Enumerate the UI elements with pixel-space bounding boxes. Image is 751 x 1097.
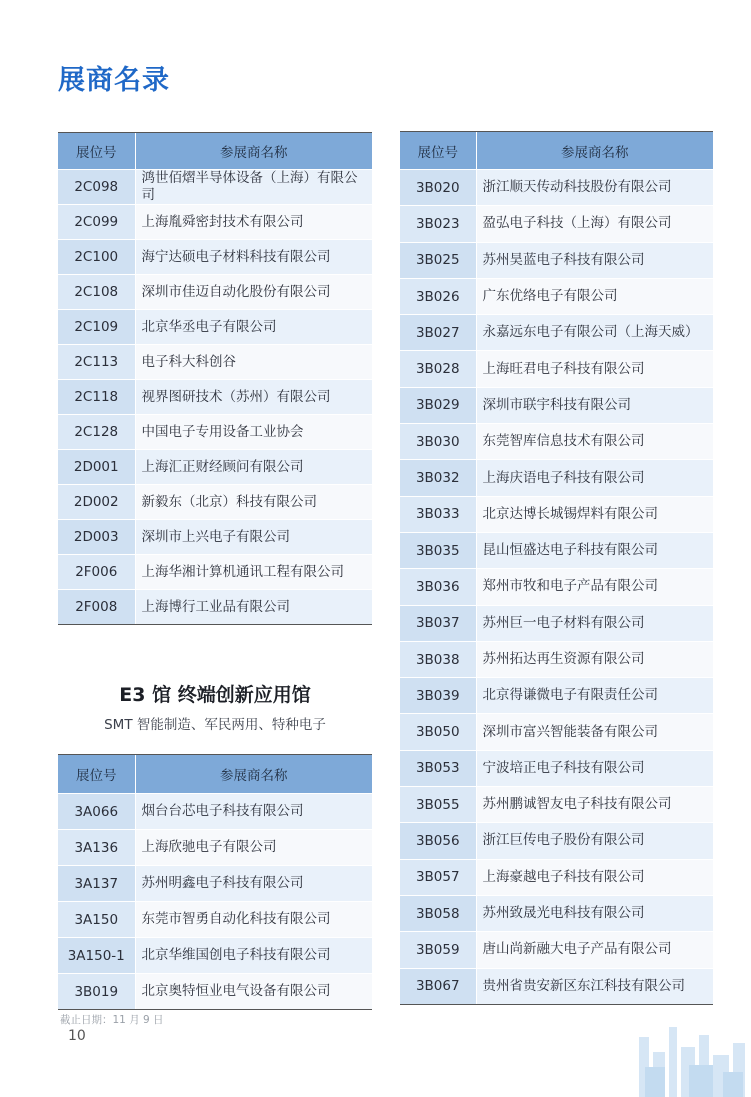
table-row [58, 205, 372, 240]
page-title: 展商名录 [58, 65, 170, 96]
exhibitor-name: 上海欣驰电子有限公司 [135, 830, 372, 866]
booth-number: 3B030 [400, 424, 476, 460]
booth-number: 3B035 [400, 532, 476, 568]
table-row [58, 555, 372, 590]
table-row [400, 460, 713, 496]
table-row [400, 750, 713, 786]
booth-number: 3B057 [400, 859, 476, 895]
exhibitor-name: 鸿世佰熠半导体设备（上海）有限公司 [135, 170, 372, 205]
table-row [400, 859, 713, 895]
exhibitor-name: 郑州市牧和电子产品有限公司 [476, 569, 713, 605]
booth-number: 3B039 [400, 678, 476, 714]
booth-number: 3B053 [400, 750, 476, 786]
table-row [400, 532, 713, 568]
booth-number: 3B027 [400, 315, 476, 351]
booth-number: 2C113 [58, 345, 135, 380]
booth-number: 2C109 [58, 310, 135, 345]
exhibitor-table-right [400, 131, 713, 1005]
booth-number: 3B026 [400, 278, 476, 314]
booth-number: 3B019 [58, 974, 135, 1010]
table-row [400, 895, 713, 931]
table-row [58, 170, 372, 205]
header-exhibitor-name: 参展商名称 [135, 755, 372, 794]
booth-number: 3A136 [58, 830, 135, 866]
table-row [400, 424, 713, 460]
exhibitor-name: 永嘉远东电子有限公司（上海天威） [476, 315, 713, 351]
exhibitor-name: 上海豪越电子科技有限公司 [476, 859, 713, 895]
table-row [58, 275, 372, 310]
table-row [400, 714, 713, 750]
exhibitor-name: 深圳市上兴电子有限公司 [135, 520, 372, 555]
exhibitor-name: 上海旺君电子科技有限公司 [476, 351, 713, 387]
booth-number: 3A066 [58, 794, 135, 830]
booth-number: 2C099 [58, 205, 135, 240]
exhibitor-name: 上海华湘计算机通讯工程有限公司 [135, 555, 372, 590]
table-row [58, 590, 372, 625]
exhibitor-name: 中国电子专用设备工业协会 [135, 415, 372, 450]
booth-number: 3B023 [400, 206, 476, 242]
table-row [58, 310, 372, 345]
booth-number: 3B029 [400, 387, 476, 423]
booth-number: 3B067 [400, 968, 476, 1004]
exhibitor-name: 北京华丞电子有限公司 [135, 310, 372, 345]
cutoff-date-note: 截止日期：11 月 9 日 [60, 1014, 164, 1026]
booth-number: 3B038 [400, 641, 476, 677]
header-booth-number: 展位号 [58, 133, 135, 170]
exhibitor-name: 宁波培正电子科技有限公司 [476, 750, 713, 786]
city-skyline-decoration [631, 997, 751, 1097]
hall-subtitle: SMT 智能制造、军民两用、特种电子 [104, 717, 326, 733]
exhibitor-table-left [58, 132, 372, 625]
booth-number: 2F008 [58, 590, 135, 625]
table-row [58, 866, 372, 902]
booth-number: 3B028 [400, 351, 476, 387]
exhibitor-name: 唐山尚新融大电子产品有限公司 [476, 932, 713, 968]
booth-number: 3B037 [400, 605, 476, 641]
exhibitor-name: 苏州拓达再生资源有限公司 [476, 641, 713, 677]
header-exhibitor-name: 参展商名称 [135, 133, 372, 170]
exhibitor-name: 深圳市佳迈自动化股份有限公司 [135, 275, 372, 310]
table-row [400, 206, 713, 242]
booth-number: 3B058 [400, 895, 476, 931]
table-row [400, 315, 713, 351]
exhibitor-name: 昆山恒盛达电子科技有限公司 [476, 532, 713, 568]
table-row [400, 678, 713, 714]
table-row [400, 278, 713, 314]
table-row [58, 485, 372, 520]
exhibitor-name: 上海庆语电子科技有限公司 [476, 460, 713, 496]
exhibitor-name: 北京得谦微电子有限责任公司 [476, 678, 713, 714]
exhibitor-name: 贵州省贵安新区东江科技有限公司 [476, 968, 713, 1004]
exhibitor-name: 上海胤舜密封技术有限公司 [135, 205, 372, 240]
exhibitor-name: 电子科大科创谷 [135, 345, 372, 380]
table-row [400, 351, 713, 387]
booth-number: 2C128 [58, 415, 135, 450]
exhibitor-name: 苏州明鑫电子科技有限公司 [135, 866, 372, 902]
exhibitor-name: 深圳市富兴智能装备有限公司 [476, 714, 713, 750]
booth-number: 3B033 [400, 496, 476, 532]
table-row [400, 242, 713, 278]
exhibitor-name: 浙江巨传电子股份有限公司 [476, 823, 713, 859]
table-row [400, 170, 713, 206]
table-row [400, 932, 713, 968]
exhibitor-name: 上海汇正财经顾问有限公司 [135, 450, 372, 485]
exhibitor-name: 东莞市智勇自动化科技有限公司 [135, 902, 372, 938]
booth-number: 3B025 [400, 242, 476, 278]
table-row [58, 415, 372, 450]
booth-number: 2C118 [58, 380, 135, 415]
exhibitor-table-e3 [58, 754, 372, 1010]
table-row [58, 794, 372, 830]
header-booth-number: 展位号 [400, 132, 476, 170]
exhibitor-name: 北京华维国创电子科技有限公司 [135, 938, 372, 974]
table-row [58, 520, 372, 555]
booth-number: 3B036 [400, 569, 476, 605]
table-row [400, 387, 713, 423]
exhibitor-name: 苏州昊蓝电子科技有限公司 [476, 242, 713, 278]
exhibitor-name: 浙江顺天传动科技股份有限公司 [476, 170, 713, 206]
exhibitor-name: 深圳市联宇科技有限公司 [476, 387, 713, 423]
booth-number: 2F006 [58, 555, 135, 590]
table-row [58, 240, 372, 275]
exhibitor-name: 苏州致晟光电科技有限公司 [476, 895, 713, 931]
exhibitor-name: 视界图研技术（苏州）有限公司 [135, 380, 372, 415]
table-row [58, 380, 372, 415]
table-row [58, 450, 372, 485]
booth-number: 3B050 [400, 714, 476, 750]
table-row [400, 823, 713, 859]
booth-number: 3A137 [58, 866, 135, 902]
booth-number: 3A150-1 [58, 938, 135, 974]
table-row [400, 641, 713, 677]
exhibitor-name: 上海博行工业品有限公司 [135, 590, 372, 625]
table-row [400, 787, 713, 823]
exhibitor-name: 烟台台芯电子科技有限公司 [135, 794, 372, 830]
booth-number: 3B059 [400, 932, 476, 968]
exhibitor-name: 广东优络电子有限公司 [476, 278, 713, 314]
booth-number: 3B056 [400, 823, 476, 859]
table-row [58, 902, 372, 938]
booth-number: 2D002 [58, 485, 135, 520]
header-booth-number: 展位号 [58, 755, 135, 794]
exhibitor-name: 苏州巨一电子材料有限公司 [476, 605, 713, 641]
booth-number: 3A150 [58, 902, 135, 938]
exhibitor-name: 东莞智库信息技术有限公司 [476, 424, 713, 460]
exhibitor-name: 盈弘电子科技（上海）有限公司 [476, 206, 713, 242]
booth-number: 2D003 [58, 520, 135, 555]
exhibitor-name: 北京奥特恒业电气设备有限公司 [135, 974, 372, 1010]
table-row [58, 345, 372, 380]
booth-number: 3B032 [400, 460, 476, 496]
booth-number: 2C108 [58, 275, 135, 310]
exhibitor-name: 苏州鹏诚智友电子科技有限公司 [476, 787, 713, 823]
table-row [58, 938, 372, 974]
booth-number: 3B055 [400, 787, 476, 823]
table-row [400, 496, 713, 532]
table-row [58, 974, 372, 1010]
booth-number: 2C098 [58, 170, 135, 205]
booth-number: 2C100 [58, 240, 135, 275]
page-number: 10 [68, 1028, 86, 1044]
table-row [58, 830, 372, 866]
exhibitor-name: 海宁达硕电子材料科技有限公司 [135, 240, 372, 275]
table-row [400, 605, 713, 641]
header-exhibitor-name: 参展商名称 [476, 132, 713, 170]
booth-number: 3B020 [400, 170, 476, 206]
booth-number: 2D001 [58, 450, 135, 485]
exhibitor-name: 北京达博长城锡焊料有限公司 [476, 496, 713, 532]
exhibitor-name: 新毅东（北京）科技有限公司 [135, 485, 372, 520]
hall-title: E3 馆 终端创新应用馆 [119, 684, 311, 706]
table-row [400, 569, 713, 605]
